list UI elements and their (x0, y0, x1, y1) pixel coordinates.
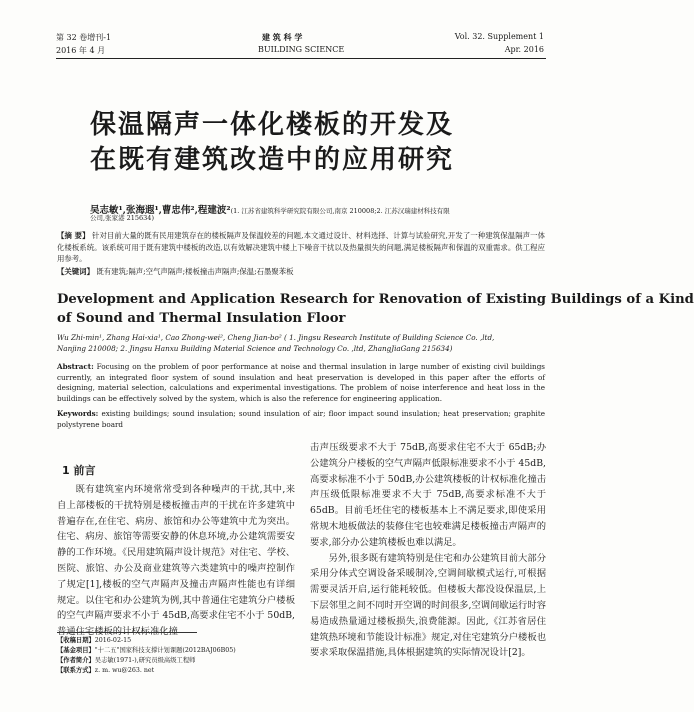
affiliation-line2: 公司,张家港 215634) (90, 214, 154, 222)
keywords-cn-text: 既有建筑;隔声;空气声隔声;楼板撞击声隔声;保温;石墨聚苯板 (96, 267, 294, 276)
en-abstract-text: Focusing on the problem of poor performance at noise and thermal insulation in large number of existing civil buildings currently, an integrated floor system of sound insulation and heat preservation is developed in this paper after the efforts of designing, material selection, calculations and experimental investigations. The problem of noise interference and heat loss in the buildings can be effectively solved by the system, which is also the reference for engineering application. (57, 362, 545, 403)
footnote-fund (57, 646, 297, 656)
footnote-received (57, 636, 297, 646)
footnote-author (57, 656, 297, 666)
en-keywords (57, 409, 545, 430)
en-title-line2: of Sound and Thermal Insulation Floor (57, 311, 346, 326)
keywords-cn (57, 266, 545, 278)
right-column (310, 440, 546, 661)
footnote-received-value: 2016-02-15 (94, 637, 132, 644)
en-title-line1: Development and Application Research for Renovation of Existing Buildings of a Kind (57, 292, 694, 307)
footnote-rule (57, 632, 197, 633)
footnote-received-label: 【收稿日期】 (57, 637, 95, 644)
en-abstract (57, 362, 545, 404)
affiliation-line1: (1. 江苏省建筑科学研究院有限公司,南京 210008;2. 江苏汉瑞建材科技有限 (230, 207, 450, 215)
footnote-author-value: 吴志敏(1971-),研究员级高级工程师 (94, 657, 196, 664)
footnote-contact-label: 【联系方式】 (57, 667, 95, 674)
author-line (90, 198, 550, 217)
footnote-contact-value: z. m. wu@263. net (94, 667, 155, 674)
footnote-contact (57, 666, 297, 676)
abstract-cn (57, 230, 545, 265)
en-authors-line1: Wu Zhi-min¹, Zhang Hai-xia¹, Cao Zhong-wei², Cheng Jian-bo² ( 1. Jingsu Research Institute of Building Science Co. ,ltd, (57, 333, 495, 342)
paper-title-line1: 保温隔声一体化楼板的开发及 (90, 110, 455, 140)
en-keywords-text: existing buildings; sound insulation; sound insulation of air; floor impact sound insulation; heat preservation; graphite polystyrene board (57, 409, 545, 429)
footnotes (57, 636, 297, 676)
journal-date-en: Apr. 2016 (504, 45, 544, 54)
section-heading-intro: 1 前言 (62, 464, 96, 477)
footnote-author-label: 【作者简介】 (57, 657, 95, 664)
en-authors-line2: Nanjing 210008; 2. Jingsu Hanxu Building Material Science and Technology Co. ,ltd, ZhangJiaGang 215634) (57, 344, 453, 353)
footnote-fund-label: 【基金项目】 (57, 647, 95, 654)
journal-volume-en: Vol. 32. Supplement 1 (454, 32, 544, 41)
footnote-fund-value: "十二五"国家科技支撑计划课题(2012BAJ06B05) (94, 647, 236, 654)
paper-title-line2: 在既有建筑改造中的应用研究 (90, 145, 455, 175)
en-abstract-label: Abstract: (57, 362, 94, 371)
journal-name-cn: 建 筑 科 学 (262, 32, 303, 42)
keywords-cn-label: 【关键词】 (57, 267, 94, 276)
abstract-cn-text: 针对目前大量的既有民用建筑存在的楼板隔声及保温较差的问题,本文通过设计、材料选择、计算与试验研究,开发了一种建筑保温隔声一体化楼板系统。该系统可用于既有建筑中楼板的改造,以有效解决建筑中楼上下噪音干扰以及热量损失的问题,满足楼板隔声和保温的双重需求。供工程应用参考。 (57, 231, 545, 264)
journal-name-en: BUILDING SCIENCE (258, 45, 345, 54)
journal-volume: 第 32 卷增刊-1 (56, 33, 112, 42)
right-paragraph-2: 另外,很多既有建筑特别是住宅和办公建筑目前大部分采用分体式空调设备采暖制冷,空调间歇模式运行,可根据需要灵活开启,运行能耗较低。但楼板大都没设保温层,上下层邻里之间不同时开空调的时间很多,空调间歇运行时容易造成热量通过楼板损失,浪费能源。因此,《江苏省居住建筑热环境和节能设计标准》规定,对住宅建筑分户楼板也要求采取保温措施,具体根据建筑的实际情况设计[2]。 (310, 552, 546, 659)
journal-date: 2016 年 4 月 (56, 46, 106, 55)
left-column (57, 482, 295, 640)
abstract-cn-label: 【摘 要】 (57, 231, 90, 240)
right-paragraph-1: 击声压级要求不大于 75dB,高要求住宅不大于 65dB;办公建筑分户楼板的空气声隔声低限标准要求不小于 45dB,高要求标准不小于 50dB,办公建筑楼板的计权标准化撞击声压级低限标准要求不大于 75dB,高要求标准不大于 65dB。目前毛坯住宅的楼板基本上不满足要求,即使采用常规木地板做法的装修住宅也较难满足楼板撞击声隔声的要求,部分办公建筑楼板也难以满足。 (310, 442, 546, 548)
left-paragraph-1: 既有建筑室内环境常常受到各种噪声的干扰,其中,来自上部楼板的干扰特别是楼板撞击声的干扰在许多建筑中普遍存在,在住宅、病房、旅馆和办公等建筑中尤为突出。住宅、病房、旅馆等需要安静的休息环境,办公建筑需要安静的工作环境。《民用建筑隔声设计规范》对住宅、学校、医院、旅馆、办公及商业建筑等六类建筑中的噪声控制作了规定[1],楼板的空气声隔声及撞击声隔声性能也有详细规定。以住宅和办公建筑为例,其中普通住宅建筑分户楼板的空气声隔声要求不小于 45dB,高要求住宅不小于 50dB,普通住宅楼板的计权标准化撞 (57, 484, 295, 638)
en-keywords-label: Keywords: (57, 409, 99, 418)
header-rule (56, 58, 546, 59)
author-names: 吴志敏¹,张海遐¹,曹忠伟²,程建波² (90, 205, 231, 216)
